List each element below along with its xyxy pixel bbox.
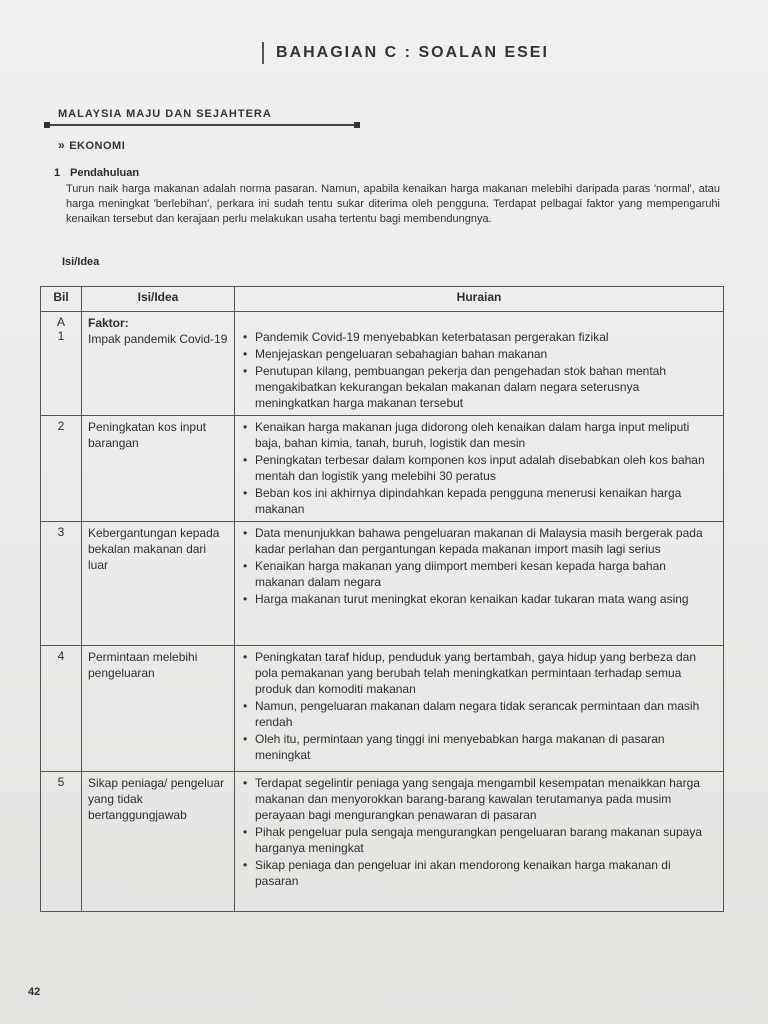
list-item: • Penutupan kilang, pembuangan pekerja dan pengehadan stok bahan mentah mengakibatkan kekurangan bekalan makanan dalam negara seterusnya meningkatkan harga makanan tersebut <box>243 363 717 411</box>
page-number: 42 <box>28 986 41 998</box>
list-item: • Peningkatan taraf hidup, penduduk yang bertambah, gaya hidup yang berbeza dan pola pemakanan yang berubah telah meningkatkan permintaan terhadap semua produk dan komoditi makanan <box>243 649 717 697</box>
list-item: • Menjejaskan pengeluaran sebahagian bahan makanan <box>243 346 717 362</box>
list-item: • Pihak pengeluar pula sengaja mengurangkan pengeluaran barang makanan supaya harganya meningkat <box>243 824 717 856</box>
intro-title: Pendahuluan <box>70 167 140 179</box>
table-row <box>41 522 724 646</box>
header-isi: Isi/Idea <box>82 287 235 312</box>
table-row <box>41 312 724 416</box>
row-number: 4 <box>41 646 82 772</box>
header-bil: Bil <box>41 287 82 312</box>
list-item: • Namun, pengeluaran makanan dalam negara tidak serancak permintaan dan masih rendah <box>243 698 717 730</box>
row-explanation <box>235 416 724 522</box>
section-title: MALAYSIA MAJU DAN SEJAHTERA <box>58 108 272 120</box>
list-item: • Beban kos ini akhirnya dipindahkan kepada pengguna menerusi kenaikan harga makanan <box>243 485 717 517</box>
header-huraian: Huraian <box>235 287 724 312</box>
intro-paragraph: Turun naik harga makanan adalah norma pasaran. Namun, apabila kenaikan harga makanan melebihi daripada paras 'normal', atau harga meningkat 'berlebihan', perkara ini sudah tentu sukar diterima oleh pengguna. Terdapat pelbagai faktor yang mempengaruhi kenaikan tersebut dan kerajaan perlu melakukan usaha tertentu bagi membendungnya. <box>66 183 720 225</box>
isi-idea-label: Isi/Idea <box>62 256 100 268</box>
section-divider <box>44 124 360 126</box>
row-idea: Permintaan melebihi pengeluaran <box>82 646 235 772</box>
table-row <box>41 772 724 912</box>
table-header-row <box>41 287 724 312</box>
double-chevron-icon: » <box>58 138 66 152</box>
row-idea: Peningkatan kos input barangan <box>82 416 235 522</box>
row-explanation <box>235 312 724 416</box>
list-item: • Terdapat segelintir peniaga yang sengaja mengambil kesempatan menaikkan harga makanan dan menyorokkan barang-barang kawalan terutamanya pada musim perayaan bagi mengurangkan penawaran di pasaran <box>243 775 717 823</box>
row-number: A 1 <box>41 312 82 416</box>
row-idea <box>82 312 235 416</box>
table-row <box>41 646 724 772</box>
row-number: 3 <box>41 522 82 646</box>
list-item: • Data menunjukkan bahawa pengeluaran makanan di Malaysia masih bergerak pada kadar perlahan dan pergantungan kepada makanan import masih lagi serius <box>243 525 717 557</box>
subsection-title <box>58 138 125 152</box>
page-title: BAHAGIAN C : SOALAN ESEI <box>262 42 549 64</box>
row-idea: Sikap peniaga/ pengeluar yang tidak bertanggungjawab <box>82 772 235 912</box>
row-number: 2 <box>41 416 82 522</box>
idea-text: Impak pandemik Covid-19 <box>88 332 228 346</box>
list-item: • Peningkatan terbesar dalam komponen kos input adalah disebabkan oleh kos bahan mentah dan logistik yang melebihi 30 peratus <box>243 452 717 484</box>
factor-heading: Faktor: <box>88 316 129 330</box>
list-item: • Harga makanan turut meningkat ekoran kenaikan kadar tukaran mata wang asing <box>243 591 717 607</box>
table-row <box>41 416 724 522</box>
list-item: • Pandemik Covid-19 menyebabkan keterbatasan pergerakan fizikal <box>243 329 717 345</box>
list-item: • Oleh itu, permintaan yang tinggi ini menyebabkan harga makanan di pasaran meningkat <box>243 731 717 763</box>
list-item: • Kenaikan harga makanan juga didorong oleh kenaikan dalam harga input meliputi baja, bahan kimia, tanah, buruh, logistik dan mesin <box>243 419 717 451</box>
ideas-table <box>40 286 724 912</box>
row-explanation <box>235 772 724 912</box>
row-idea: Kebergantungan kepada bekalan makanan dari luar <box>82 522 235 646</box>
intro-number: 1 <box>54 167 61 179</box>
subsection-label: EKONOMI <box>69 140 126 152</box>
row-number: 5 <box>41 772 82 912</box>
row-explanation <box>235 522 724 646</box>
list-item: • Kenaikan harga makanan yang diimport memberi kesan kepada harga bahan makanan dalam negara <box>243 558 717 590</box>
list-item: • Sikap peniaga dan pengeluar ini akan mendorong kenaikan harga makanan di pasaran <box>243 857 717 889</box>
row-explanation <box>235 646 724 772</box>
